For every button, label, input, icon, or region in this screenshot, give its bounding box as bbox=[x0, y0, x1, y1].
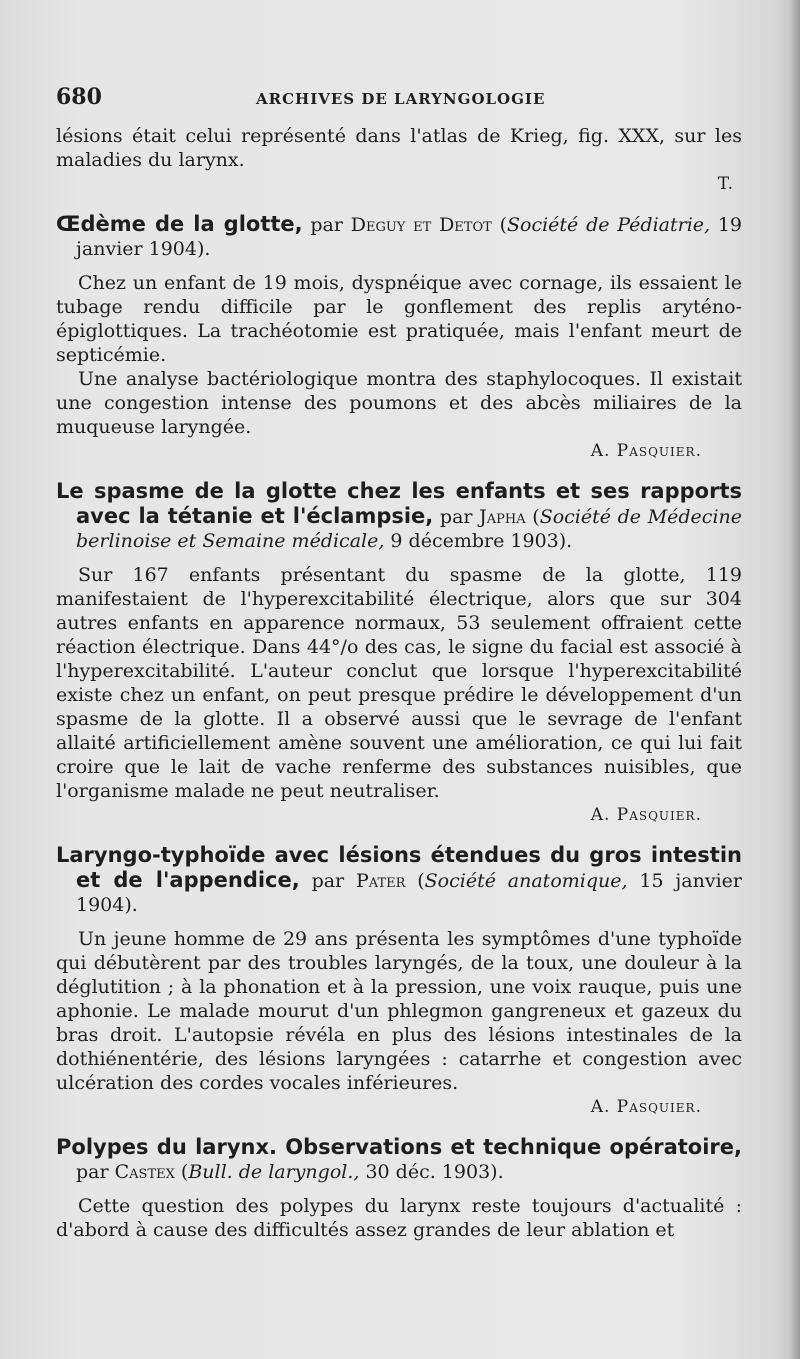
byline-prefix: par bbox=[433, 506, 480, 528]
article-title: Laryngo-typhoïde avec lésions étendues du gros intestin et de l'appendice, bbox=[56, 843, 742, 892]
article-heading bbox=[56, 212, 742, 261]
intro-fragment bbox=[56, 124, 742, 200]
page-header bbox=[56, 84, 742, 124]
article-heading bbox=[56, 843, 742, 917]
article-authors: Pater bbox=[355, 870, 406, 892]
byline-prefix: par bbox=[76, 1161, 115, 1183]
source-open: ( bbox=[405, 870, 425, 892]
article-source: Société anatomique, bbox=[424, 870, 628, 892]
intro-text: lésions était celui représenté dans l'atlas de Krieg, fig. XXX, sur les maladies du larynx. bbox=[56, 125, 742, 171]
article-title: Polypes du larynx. Observations et technique opératoire, bbox=[56, 1135, 742, 1159]
byline-prefix: par bbox=[299, 870, 356, 892]
page-edge-shadow bbox=[788, 0, 800, 1359]
article-paragraph: Une analyse bactériologique montra des staphylocoques. Il existait une congestion intense des poumons et des abcès miliaires de la muqueuse laryngée. bbox=[56, 368, 742, 438]
intro-signature: T. bbox=[717, 174, 734, 194]
running-head: ARCHIVES DE LARYNGOLOGIE bbox=[256, 90, 546, 108]
article-heading bbox=[56, 1135, 742, 1184]
article-signature: A. Pasquier. bbox=[590, 441, 702, 461]
article-laryngo-typhoide bbox=[56, 843, 742, 1123]
article-source: Bull. de laryngol., bbox=[188, 1161, 360, 1183]
article-authors: Deguy et Detot bbox=[350, 214, 492, 236]
article-date: 15 janvier 1904). bbox=[76, 870, 742, 916]
article-source: Société de Médecine berlinoise et Semaine médicale, bbox=[76, 506, 743, 552]
article-heading bbox=[56, 479, 742, 553]
article-polypes bbox=[56, 1135, 742, 1242]
source-open: ( bbox=[491, 214, 507, 236]
article-source: Société de Pédiatrie, bbox=[507, 214, 711, 236]
article-title: Le spasme de la glotte chez les enfants et ses rapports avec la tétanie et l'éclampsie, bbox=[56, 479, 742, 528]
article-authors: Castex bbox=[114, 1161, 175, 1183]
article-paragraph: Un jeune homme de 29 ans présenta les symptômes d'une typhoïde qui débutèrent par des troubles laryngés, de la toux, une douleur à la déglutition ; à la phonation et à la pression, une voix rauque, puis une aphonie. Le malade mourut d'un phlegmon gangreneux et gazeux du bras droit. L'autopsie révéla en plus des lésions intestinales de la dothiénentérie, des lésions laryngées : catarrhe et congestion avec ulcération des cordes vocales inférieures. bbox=[56, 928, 742, 1094]
article-date: 19 janvier 1904). bbox=[76, 214, 743, 260]
article-authors: Japha bbox=[479, 506, 526, 528]
source-open: ( bbox=[525, 506, 540, 528]
article-spasme bbox=[56, 479, 742, 831]
article-signature: A. Pasquier. bbox=[590, 805, 702, 825]
article-title: Œdème de la glotte, bbox=[56, 212, 303, 236]
article-oedeme bbox=[56, 212, 742, 467]
article-date: 9 décembre 1903). bbox=[384, 530, 573, 552]
page-number: 680 bbox=[56, 84, 102, 110]
article-date: 30 déc. 1903). bbox=[359, 1161, 504, 1183]
article-paragraph: Cette question des polypes du larynx reste toujours d'actualité : d'abord à cause des difficultés assez grandes de leur ablation et bbox=[56, 1195, 742, 1241]
article-paragraph: Sur 167 enfants présentant du spasme de la glotte, 119 manifestaient de l'hyperexcitabilité électrique, alors que sur 304 autres enfants en apparence normaux, 53 seulement offraient cette réaction électrique. Dans 44°/o des cas, le signe du facial est associé à l'hyperexcitabilité. L'auteur conclut que lorsque l'hyperexcitabilité existe chez un enfant, on peut presque prédire le développement d'un spasme de la glotte. Il a observé aussi que le sevrage de l'enfant allaité artificiellement amène souvent une amélioration, ce qui lui fait croire que le lait de vache renferme des substances nuisibles, que l'organisme malade ne peut neutraliser. bbox=[56, 564, 742, 802]
article-paragraph: Chez un enfant de 19 mois, dyspnéique avec cornage, ils essaient le tubage rendu difficile par le gonflement des replis aryténo-épiglottiques. La trachéotomie est pratiquée, mais l'enfant meurt de septicémie. bbox=[56, 272, 742, 366]
article-signature: A. Pasquier. bbox=[590, 1097, 702, 1117]
byline-prefix: par bbox=[302, 214, 351, 236]
source-open: ( bbox=[174, 1161, 189, 1183]
